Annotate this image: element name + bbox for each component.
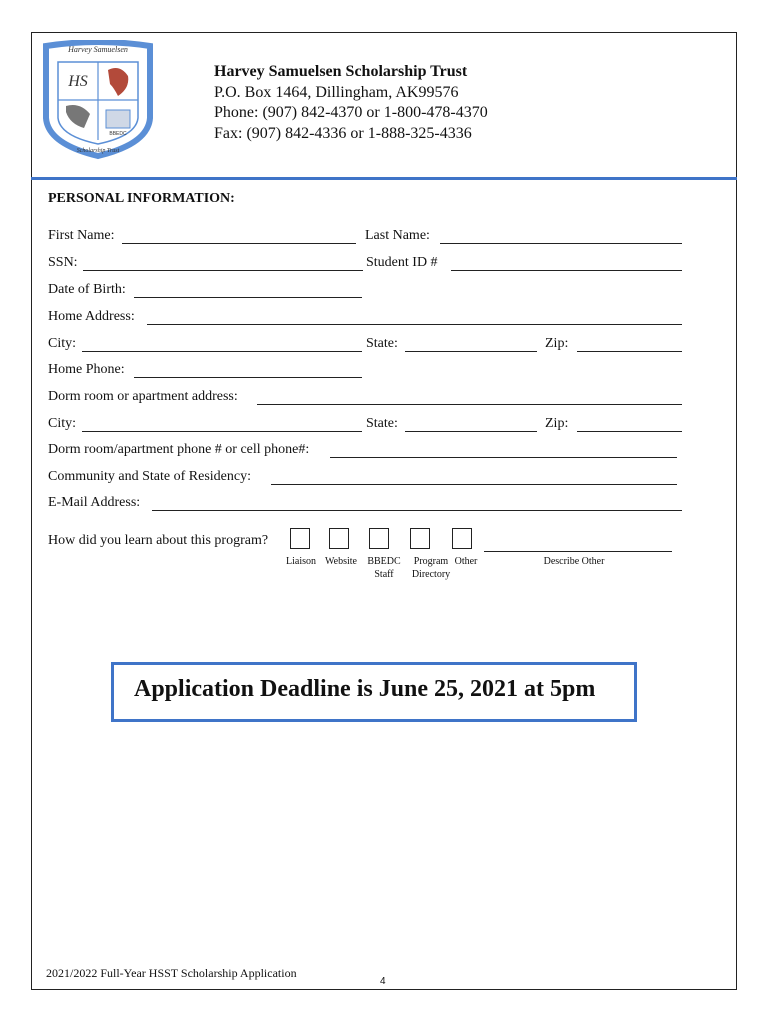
first-name-label: First Name: bbox=[48, 228, 115, 243]
home-address-field[interactable] bbox=[147, 324, 682, 325]
dorm-phone-field[interactable] bbox=[330, 457, 677, 458]
zip2-field[interactable] bbox=[577, 431, 682, 432]
zip-label: Zip: bbox=[545, 336, 569, 351]
last-name-field[interactable] bbox=[440, 243, 682, 244]
zip-field[interactable] bbox=[577, 351, 682, 352]
ssn-label: SSN: bbox=[48, 255, 78, 270]
caption-website: Website bbox=[325, 556, 357, 567]
describe-other-field[interactable] bbox=[484, 551, 672, 552]
home-address-label: Home Address: bbox=[48, 309, 135, 324]
hsst-logo bbox=[40, 40, 156, 160]
dorm-address-field[interactable] bbox=[257, 404, 682, 405]
city2-label: City: bbox=[48, 416, 77, 431]
community-field[interactable] bbox=[271, 484, 677, 485]
community-label: Community and State of Residency: bbox=[48, 469, 251, 484]
row-ids bbox=[48, 255, 682, 273]
org-name: Harvey Samuelsen Scholarship Trust bbox=[214, 63, 468, 80]
section-title: PERSONAL INFORMATION: bbox=[48, 191, 235, 206]
dob-field[interactable] bbox=[134, 297, 362, 298]
caption-other: Other bbox=[454, 556, 478, 567]
row-dorm-phone bbox=[48, 442, 682, 460]
row-name bbox=[48, 228, 682, 246]
zip2-label: Zip: bbox=[545, 416, 569, 431]
last-name-label: Last Name: bbox=[365, 228, 430, 243]
deadline-box bbox=[111, 662, 637, 722]
org-header bbox=[214, 62, 488, 144]
survey-question: How did you learn about this program? bbox=[48, 533, 269, 548]
logo-badge-text: BBEDC bbox=[109, 131, 127, 137]
logo-top-text: Harvey Samuelsen bbox=[68, 45, 128, 54]
logo-monogram: HS bbox=[68, 73, 88, 90]
row-dorm-address bbox=[48, 389, 682, 407]
email-field[interactable] bbox=[152, 510, 682, 511]
ssn-field[interactable] bbox=[83, 270, 363, 271]
footer-title: 2021/2022 Full-Year HSST Scholarship Application bbox=[46, 966, 297, 980]
checkbox-other[interactable] bbox=[452, 528, 472, 549]
first-name-field[interactable] bbox=[122, 243, 356, 244]
state2-label: State: bbox=[366, 416, 398, 431]
city2-field[interactable] bbox=[82, 431, 362, 432]
dorm-address-label: Dorm room or apartment address: bbox=[48, 389, 238, 404]
state2-field[interactable] bbox=[405, 431, 537, 432]
dob-label: Date of Birth: bbox=[48, 282, 126, 297]
checkbox-program-directory[interactable] bbox=[410, 528, 430, 549]
email-label: E-Mail Address: bbox=[48, 495, 141, 510]
city-label: City: bbox=[48, 336, 77, 351]
state-label: State: bbox=[366, 336, 398, 351]
row-community bbox=[48, 469, 682, 487]
checkbox-website[interactable] bbox=[329, 528, 349, 549]
row-home-phone bbox=[48, 362, 682, 380]
logo-bottom-text: Scholarship Trust bbox=[76, 148, 120, 154]
org-phone: Phone: (907) 842-4370 or 1-800-478-4370 bbox=[214, 104, 488, 121]
state-field[interactable] bbox=[405, 351, 537, 352]
org-address: P.O. Box 1464, Dillingham, AK99576 bbox=[214, 83, 459, 101]
city-field[interactable] bbox=[82, 351, 362, 352]
row-city-state-zip-2 bbox=[48, 416, 682, 434]
row-dob bbox=[48, 282, 682, 300]
deadline-text: Application Deadline is June 25, 2021 at 5pm bbox=[134, 676, 596, 702]
describe-other-caption: Describe Other bbox=[543, 556, 605, 567]
caption-bbedc-staff: BBEDC Staff bbox=[367, 556, 401, 580]
caption-liaison: Liaison bbox=[286, 556, 316, 567]
home-phone-label: Home Phone: bbox=[48, 362, 125, 377]
student-id-label: Student ID # bbox=[366, 255, 438, 270]
header-divider bbox=[31, 177, 737, 180]
checkbox-liaison[interactable] bbox=[290, 528, 310, 549]
caption-program-directory: Program Directory bbox=[411, 556, 451, 580]
row-home-address bbox=[48, 309, 682, 327]
home-phone-field[interactable] bbox=[134, 377, 362, 378]
org-fax: Fax: (907) 842-4336 or 1-888-325-4336 bbox=[214, 124, 472, 142]
checkbox-bbedc-staff[interactable] bbox=[369, 528, 389, 549]
row-email bbox=[48, 495, 682, 513]
student-id-field[interactable] bbox=[451, 270, 682, 271]
row-city-state-zip bbox=[48, 336, 682, 354]
page-number: 4 bbox=[380, 976, 386, 987]
dorm-phone-label: Dorm room/apartment phone # or cell phone#: bbox=[48, 442, 310, 457]
